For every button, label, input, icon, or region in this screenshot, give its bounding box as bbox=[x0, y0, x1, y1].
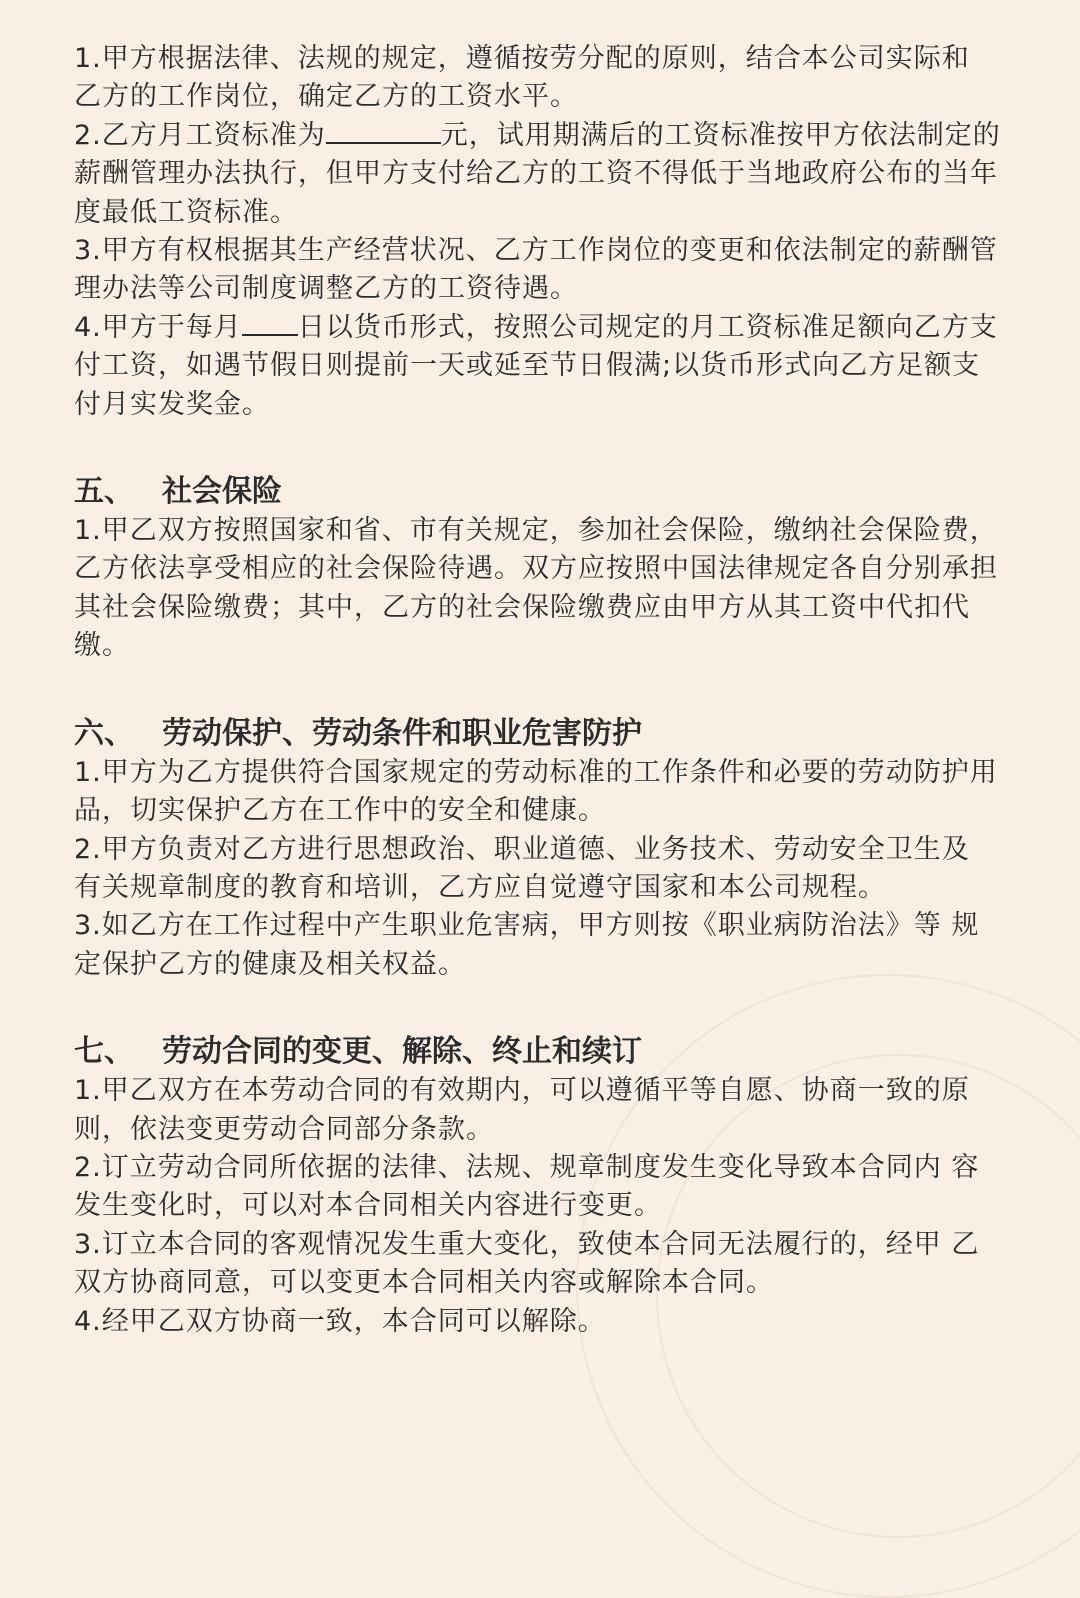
clause-text: 日以货币形式，按照公司规定的月工资标准足额向乙方支付工资，如遇节假日则提前一天或延至节日假满;以货币形式向乙方足额支付月实发奖金。 bbox=[74, 311, 998, 420]
clause-paragraph bbox=[74, 117, 1004, 232]
section-contract-changes bbox=[74, 1032, 1004, 1341]
section-number: 六、 bbox=[74, 715, 134, 751]
section-number: 七、 bbox=[74, 1034, 134, 1070]
clause-text: 4.甲方于每月 bbox=[74, 311, 242, 343]
section-heading bbox=[74, 472, 1004, 512]
clause-paragraph: 3.甲方有权根据其生产经营状况、乙方工作岗位的变更和依法制定的薪酬管理办法等公司制度调整乙方的工资待遇。 bbox=[74, 235, 998, 305]
clause-paragraph: 1.甲方为乙方提供符合国家规定的劳动标准的工作条件和必要的劳动防护用品，切实保护乙方在工作中的安全和健康。 bbox=[74, 756, 998, 827]
wage-clauses bbox=[74, 40, 1004, 424]
clause-text: 2.乙方月工资标准为 bbox=[74, 119, 326, 151]
section-labor-protection bbox=[74, 714, 1004, 984]
clause-paragraph: 3.订立本合同的客观情况发生重大变化，致使本合同无法履行的，经甲 乙双方协商同意，可以变更本合同相关内容或解除本合同。 bbox=[74, 1228, 980, 1299]
clause-paragraph bbox=[74, 309, 1004, 424]
fill-in-blank bbox=[242, 312, 298, 336]
clause-paragraph: 1.甲方根据法律、法规的规定，遵循按劳分配的原则，结合本公司实际和 乙方的工作岗位，确定乙方的工资水平。 bbox=[74, 43, 970, 113]
document-page bbox=[74, 40, 1004, 1341]
section-number: 五、 bbox=[74, 474, 134, 510]
clause-text: 元，试用期满后的工资标准按甲方依法制定的薪酬管理办法执行，但甲方支付给乙方的工资不得低于当地政府公布的当年度最低工资标准。 bbox=[74, 119, 1001, 228]
section-title: 劳动合同的变更、解除、终止和续订 bbox=[162, 1034, 642, 1070]
section-title: 社会保险 bbox=[162, 474, 282, 510]
clause-paragraph: 1.甲乙双方按照国家和省、市有关规定，参加社会保险，缴纳社会保险费，乙方依法享受相应的社会保险待遇。双方应按照中国法律规定各自分别承担其社会保险缴费；其中，乙方的社会保险缴费应由甲方从其工资中代扣代缴。 bbox=[74, 515, 998, 662]
section-title: 劳动保护、劳动条件和职业危害防护 bbox=[162, 715, 642, 751]
clause-paragraph: 1.甲乙双方在本劳动合同的有效期内，可以遵循平等自愿、协商一致的原则，依法变更劳动合同部分条款。 bbox=[74, 1075, 970, 1145]
clause-paragraph: 3.如乙方在工作过程中产生职业危害病，甲方则按《职业病防治法》等 规定保护乙方的健康及相关权益。 bbox=[74, 910, 980, 980]
clause-paragraph: 2.甲方负责对乙方进行思想政治、职业道德、业务技术、劳动安全卫生及 有关规章制度的教育和培训，乙方应自觉遵守国家和本公司规程。 bbox=[74, 833, 970, 903]
clause-paragraph: 4.经甲乙双方协商一致，本合同可以解除。 bbox=[74, 1305, 606, 1337]
section-heading bbox=[74, 714, 1004, 754]
clause-paragraph: 2.订立劳动合同所依据的法律、法规、规章制度发生变化导致本合同内 容发生变化时，可以对本合同相关内容进行变更。 bbox=[74, 1151, 980, 1222]
fill-in-blank bbox=[326, 120, 441, 144]
section-heading bbox=[74, 1032, 1004, 1072]
section-social-insurance bbox=[74, 472, 1004, 666]
